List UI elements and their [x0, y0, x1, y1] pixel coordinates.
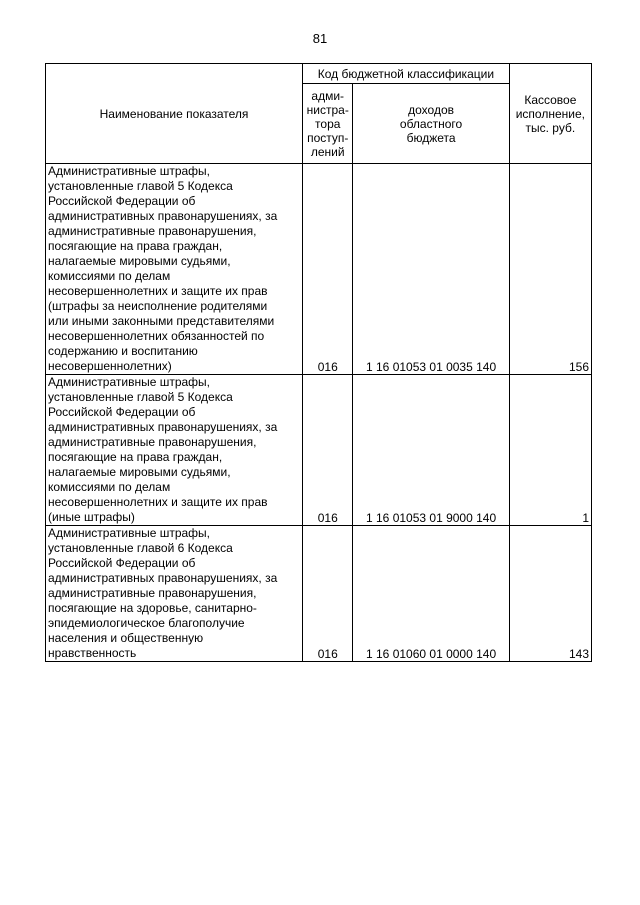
header-budget-code-group: Код бюджетной классификации — [303, 64, 510, 84]
row-admin-code: 016 — [303, 164, 353, 375]
table-row — [46, 526, 592, 662]
row-income-code: 1 16 01060 01 0000 140 — [353, 526, 509, 662]
row-admin-code: 016 — [303, 526, 353, 662]
budget-table — [45, 63, 592, 662]
row-name: Административные штрафы, установленные главой 5 Кодекса Российской Федерации об административных правонарушениях, за административные правонарушения, посягающие на права граждан, налагаемые мировыми судьями, комиссиями по делам несовершеннолетних и защите их прав (иные штрафы) — [46, 375, 303, 526]
row-name: Административные штрафы, установленные главой 6 Кодекса Российской Федерации об административных правонарушениях, за административные правонарушения, посягающие на здоровье, санитарно- эпидемиологическое благополучие населения и общественную нравственность — [46, 526, 303, 662]
row-cash-amount: 143 — [509, 526, 591, 662]
header-income: доходов областного бюджета — [353, 84, 509, 164]
header-row-top — [46, 64, 592, 84]
row-income-code: 1 16 01053 01 9000 140 — [353, 375, 509, 526]
page-number: 81 — [312, 31, 328, 46]
row-admin-code: 016 — [303, 375, 353, 526]
header-name: Наименование показателя — [46, 64, 303, 164]
table-row — [46, 164, 592, 375]
row-cash-amount: 1 — [509, 375, 591, 526]
row-income-code: 1 16 01053 01 0035 140 — [353, 164, 509, 375]
row-cash-amount: 156 — [509, 164, 591, 375]
header-admin: адми- нистра- тора поступ- лений — [303, 84, 353, 164]
header-cash: Кассовое исполнение, тыс. руб. — [509, 64, 591, 164]
row-name: Административные штрафы, установленные главой 5 Кодекса Российской Федерации об административных правонарушениях, за административные правонарушения, посягающие на права граждан, налагаемые мировыми судьями, комиссиями по делам несовершеннолетних и защите их прав (штрафы за неисполнение родителями или иными законными представителями несовершеннолетних обязанностей по содержанию и воспитанию несовершеннолетних) — [46, 164, 303, 375]
table-row — [46, 375, 592, 526]
